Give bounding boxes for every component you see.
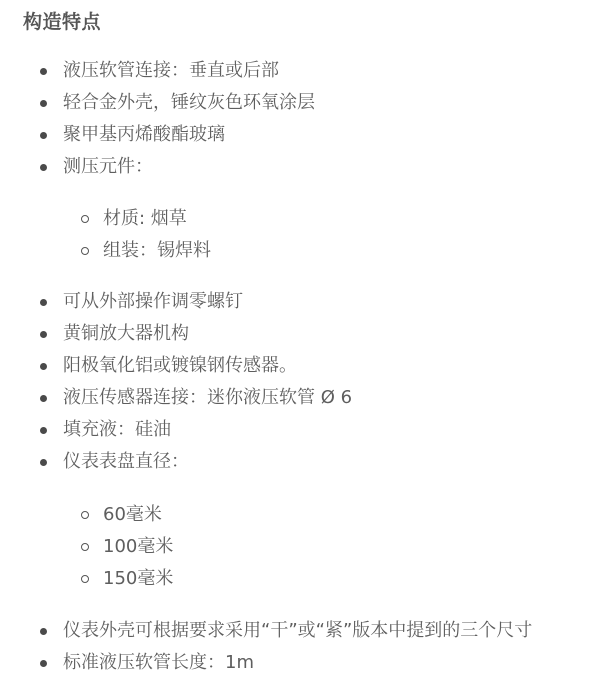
sublist-item — [0, 531, 616, 563]
list-item — [0, 119, 616, 151]
sublist-item — [0, 499, 616, 531]
sublist-item-text: 60毫米 — [103, 504, 162, 525]
bullet-icon — [40, 100, 47, 107]
list-item — [0, 414, 616, 446]
sublist-item-text: 材质: 烟草 — [103, 208, 187, 229]
bullet-icon — [40, 459, 47, 466]
bullet-icon — [40, 132, 47, 139]
sublist-item — [0, 563, 616, 595]
list-item-text: 可从外部操作调零螺钉 — [63, 291, 243, 312]
list-item-text: 仪表表盘直径： — [63, 451, 189, 472]
list-item-text: 黄铜放大器机构 — [63, 323, 189, 344]
features-list-1 — [0, 55, 616, 183]
list-item-text: 测压元件： — [63, 156, 153, 177]
pressure-element-sublist — [0, 203, 616, 267]
list-item-text: 阳极氧化铝或镀镍钢传感器。 — [63, 355, 297, 376]
bullet-icon — [40, 331, 47, 338]
list-item — [0, 318, 616, 350]
list-item — [0, 446, 616, 478]
bullet-icon — [40, 68, 47, 75]
list-item-text: 聚甲基丙烯酸酯玻璃 — [63, 124, 225, 145]
list-item-text: 仪表外壳可根据要求采用“干”或“紧”版本中提到的三个尺寸 — [63, 620, 533, 641]
list-item — [0, 382, 616, 414]
bullet-icon — [40, 299, 47, 306]
bullet-icon — [40, 427, 47, 434]
bullet-icon — [40, 660, 47, 667]
list-item — [0, 647, 616, 679]
sublist-item-text: 100毫米 — [103, 536, 174, 557]
sublist-item-text: 150毫米 — [103, 568, 174, 589]
hollow-bullet-icon — [81, 511, 89, 519]
bullet-icon — [40, 164, 47, 171]
list-item-text: 液压传感器连接：迷你液压软管 Ø 6 — [63, 387, 353, 408]
hollow-bullet-icon — [81, 543, 89, 551]
list-item — [0, 286, 616, 318]
bullet-icon — [40, 395, 47, 402]
list-item-text: 轻合金外壳，锤纹灰色环氧涂层 — [63, 92, 315, 113]
hollow-bullet-icon — [81, 215, 89, 223]
list-item — [0, 151, 616, 183]
bullet-icon — [40, 363, 47, 370]
features-list-3 — [0, 615, 616, 679]
sublist-item-text: 组装：锡焊料 — [103, 240, 211, 261]
sublist-item — [0, 235, 616, 267]
list-item-text: 填充液：硅油 — [63, 419, 171, 440]
section-title: 构造特点 — [23, 11, 102, 33]
list-item — [0, 350, 616, 382]
list-item — [0, 615, 616, 647]
features-list-2 — [0, 286, 616, 478]
dial-diameter-sublist — [0, 499, 616, 595]
list-item — [0, 87, 616, 119]
list-item-text: 液压软管连接：垂直或后部 — [63, 60, 279, 81]
bullet-icon — [40, 628, 47, 635]
sublist-item — [0, 203, 616, 235]
hollow-bullet-icon — [81, 575, 89, 583]
list-item-text: 标准液压软管长度：1m — [63, 652, 254, 673]
list-item — [0, 55, 616, 87]
hollow-bullet-icon — [81, 247, 89, 255]
